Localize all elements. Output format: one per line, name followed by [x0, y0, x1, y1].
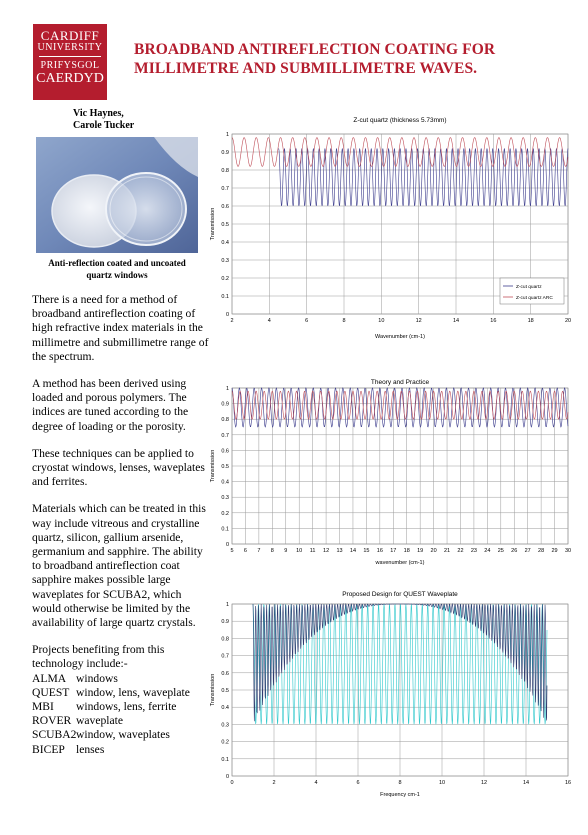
x-tick-label: 14 — [522, 780, 530, 786]
x-tick-label: 8 — [342, 318, 346, 324]
x-tick-label: 9 — [284, 548, 288, 554]
x-tick-label: 17 — [390, 548, 397, 554]
x-tick-label: 27 — [524, 548, 531, 554]
x-tick-label: 19 — [417, 548, 424, 554]
quartz-windows-photo — [36, 137, 198, 253]
x-tick-label: 18 — [527, 318, 534, 324]
author-1: Vic Haynes, — [73, 108, 124, 119]
logo-line-2: UNIVERSITY — [37, 42, 103, 53]
paragraph-3: These techniques can be applied to cryostat windows, lenses, waveplates and ferrites. — [32, 446, 205, 489]
cardiff-university-logo — [33, 24, 107, 100]
paragraph-1: There is a need for a method of broadband antireflection coating of high refractive index materials in the millimetre and submillimetre range of the spectrum. — [32, 293, 209, 363]
x-tick-label: 16 — [490, 318, 497, 324]
x-tick-label: 5 — [230, 548, 234, 554]
x-tick-label: 20 — [564, 318, 572, 324]
y-tick-label: 0.7 — [221, 186, 229, 192]
y-tick-label: 0.9 — [221, 150, 229, 156]
logo-divider — [39, 56, 101, 57]
caption-line-1: Anti-reflection coated and uncoated — [48, 258, 186, 268]
y-tick-label: 0.9 — [221, 401, 229, 408]
project-row — [32, 714, 210, 728]
y-tick-label: 0.5 — [221, 688, 229, 694]
x-tick-label: 10 — [378, 318, 385, 324]
chart-title: Z-cut quartz (thickness 5.73mm) — [353, 117, 447, 124]
y-tick-label: 0.6 — [221, 204, 229, 210]
y-tick-label: 0.1 — [221, 756, 229, 763]
x-tick-label: 12 — [480, 780, 488, 786]
x-tick-label: 25 — [497, 548, 504, 554]
x-tick-label: 28 — [538, 548, 545, 554]
y-tick-label: 0.1 — [221, 294, 229, 300]
project-name: ALMA — [32, 671, 67, 685]
title-line-2: MILLIMETRE AND SUBMILLIMETRE WAVES. — [134, 60, 478, 77]
x-tick-label: 4 — [267, 318, 271, 324]
y-tick-label: 0.2 — [221, 739, 229, 746]
y-axis-label: Transmission — [210, 207, 216, 241]
authors — [73, 108, 134, 132]
project-use: window, lens, waveplate — [76, 685, 190, 699]
projects-list — [32, 643, 210, 757]
body-text — [32, 293, 210, 757]
y-tick-label: 0 — [225, 542, 229, 548]
project-use: lenses — [76, 742, 105, 756]
y-tick-label: 0.4 — [221, 705, 229, 712]
y-tick-label: 0.8 — [221, 636, 229, 643]
x-tick-label: 2 — [230, 318, 234, 324]
chart-svg — [208, 378, 576, 568]
project-name: SCUBA2 — [32, 728, 77, 742]
x-tick-label: 29 — [551, 548, 558, 554]
x-tick-label: 30 — [564, 548, 572, 554]
project-row — [32, 728, 210, 742]
project-use: waveplate — [76, 714, 123, 728]
y-tick-label: 0.7 — [221, 432, 229, 439]
chart-svg — [208, 590, 576, 800]
project-use: windows, lens, ferrite — [76, 700, 177, 714]
projects-intro-2: technology include:- — [32, 657, 128, 671]
project-row — [32, 686, 210, 700]
y-tick-label: 0.8 — [221, 168, 229, 174]
logo-line-4: CAERDYD — [36, 71, 104, 86]
author-2: Carole Tucker — [73, 120, 135, 131]
y-tick-label: 0.8 — [221, 417, 229, 424]
y-axis-label: Transmission — [210, 673, 216, 707]
project-use: window, waveplates — [76, 728, 170, 742]
title-line-1: BROADBAND ANTIREFLECTION COATING FOR — [134, 41, 496, 58]
y-tick-label: 0.6 — [221, 448, 229, 455]
y-tick-label: 0 — [225, 774, 229, 780]
x-tick-label: 26 — [511, 548, 518, 554]
x-tick-label: 7 — [257, 548, 261, 554]
x-tick-label: 16 — [564, 780, 572, 786]
legend-entry: Z-cut quartz — [516, 285, 542, 290]
project-row — [32, 743, 210, 757]
x-axis-label: Wavenumber (cm-1) — [375, 334, 425, 340]
project-name: QUEST — [32, 685, 70, 699]
chart-quest-waveplate — [208, 590, 576, 800]
logo-line-3: PRIFYSGOL — [40, 60, 100, 71]
y-tick-label: 0.2 — [221, 276, 229, 282]
x-tick-label: 16 — [376, 548, 383, 554]
paragraph-2: A method has been derived using loaded and porous polymers. The indices are tuned according to the degree of loading or the porosity. — [32, 377, 189, 433]
y-tick-label: 0.1 — [221, 526, 229, 533]
chart-title: Theory and Practice — [370, 379, 430, 386]
x-tick-label: 14 — [349, 548, 357, 554]
x-axis-label: Frequency cm-1 — [380, 792, 420, 798]
chart-title: Proposed Design for QUEST Waveplate — [342, 591, 458, 598]
project-row — [32, 700, 210, 714]
x-tick-label: 15 — [363, 548, 370, 554]
x-tick-label: 12 — [323, 548, 330, 554]
y-tick-label: 0.4 — [221, 240, 229, 246]
y-tick-label: 0.3 — [221, 722, 229, 729]
y-tick-label: 0.5 — [221, 222, 229, 228]
logo-line-1: CARDIFF — [40, 28, 100, 43]
x-tick-label: 8 — [398, 780, 402, 786]
x-tick-label: 21 — [443, 548, 451, 554]
project-row — [32, 672, 210, 686]
legend-entry: Z-cut quartz ARC — [516, 296, 553, 301]
x-tick-label: 6 — [243, 548, 247, 554]
project-name: BICEP — [32, 742, 65, 756]
x-tick-label: 10 — [296, 548, 303, 554]
chart-zcut-quartz — [208, 112, 576, 342]
y-tick-label: 0.9 — [221, 619, 229, 626]
x-tick-label: 2 — [272, 780, 276, 786]
x-tick-label: 24 — [484, 548, 491, 554]
x-tick-label: 0 — [230, 780, 234, 786]
x-tick-label: 12 — [415, 318, 422, 324]
x-tick-label: 8 — [270, 548, 274, 554]
x-axis-label: wavenumber (cm-1) — [375, 560, 425, 566]
projects-intro-1: Projects benefiting from this — [32, 643, 165, 657]
chart-theory-practice — [208, 378, 576, 568]
project-name: MBI — [32, 700, 54, 714]
y-tick-label: 1 — [225, 132, 229, 138]
chart-svg — [208, 112, 576, 342]
y-tick-label: 0.4 — [221, 479, 229, 486]
x-tick-label: 6 — [356, 780, 360, 786]
y-axis-label: Transmission — [210, 449, 216, 483]
x-tick-label: 4 — [314, 780, 318, 786]
x-tick-label: 11 — [309, 548, 316, 554]
x-tick-label: 20 — [430, 548, 437, 554]
x-tick-label: 14 — [452, 318, 460, 324]
y-tick-label: 1 — [225, 602, 229, 608]
y-tick-label: 0 — [225, 312, 229, 318]
x-tick-label: 23 — [470, 548, 477, 554]
project-use: windows — [76, 671, 118, 685]
y-tick-label: 1 — [225, 386, 229, 392]
y-tick-label: 0.3 — [221, 258, 229, 264]
x-tick-label: 13 — [336, 548, 343, 554]
y-tick-label: 0.3 — [221, 495, 229, 502]
y-tick-label: 0.2 — [221, 510, 229, 517]
caption-line-2: quartz windows — [86, 270, 148, 280]
project-name: ROVER — [32, 714, 72, 728]
paragraph-4: Materials which can be treated in this way include vitreous and crystalline quartz, silicon, gallium arsenide, germanium and sapphire. The ability to broadband antireflection coat sapphire makes possible large waveplates for SCUBA2, which would otherwise be limited by the availability of large quartz crystals. — [32, 502, 206, 630]
x-tick-label: 6 — [305, 318, 309, 324]
x-tick-label: 22 — [457, 548, 464, 554]
x-tick-label: 10 — [438, 780, 446, 786]
x-tick-label: 18 — [403, 548, 410, 554]
y-tick-label: 0.6 — [221, 670, 229, 677]
y-tick-label: 0.5 — [221, 464, 229, 470]
poster-title — [134, 40, 574, 78]
photo-caption — [36, 257, 198, 281]
y-tick-label: 0.7 — [221, 653, 229, 660]
